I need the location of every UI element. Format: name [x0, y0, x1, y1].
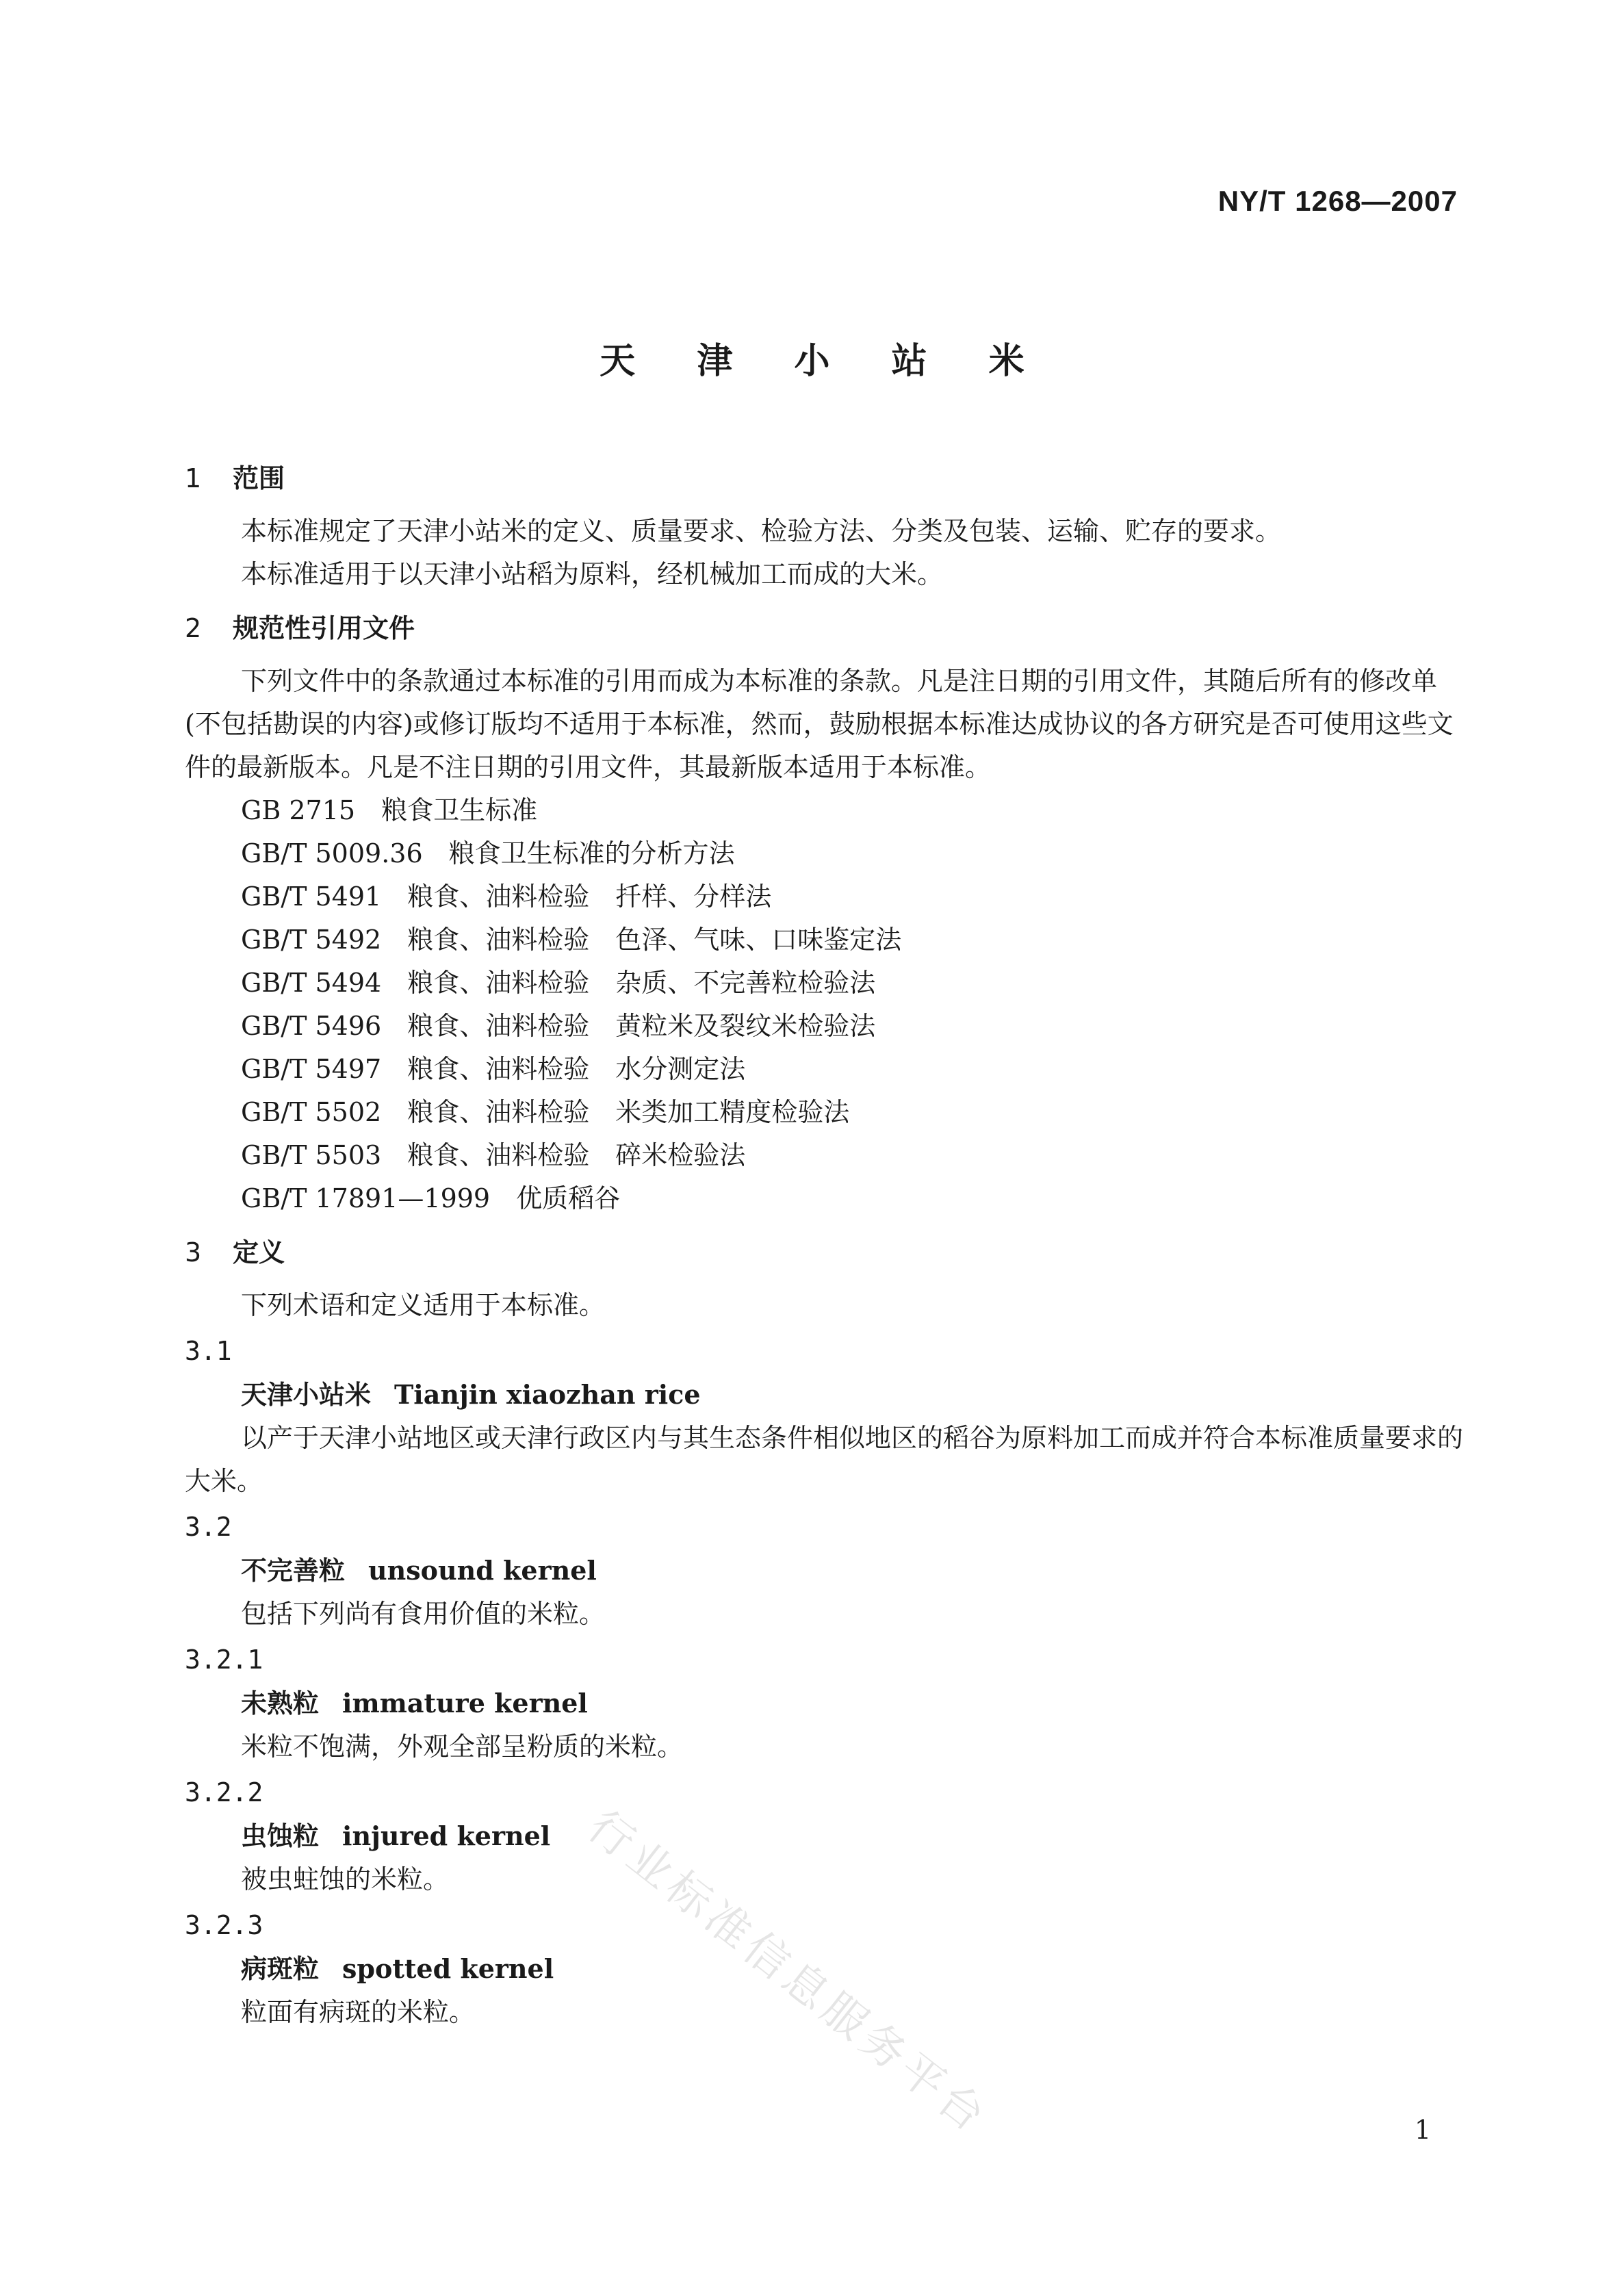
section-title: 定义 [233, 1237, 285, 1267]
clause-number: 3.2 [185, 1512, 232, 1542]
reference-name: 粮食、油料检验 黄粒米及裂纹米检验法 [407, 1011, 876, 1041]
term-zh: 病斑粒 [241, 1954, 320, 1984]
reference-name: 粮食、油料检验 米类加工精度检验法 [407, 1097, 850, 1127]
reference-name: 粮食、油料检验 杂质、不完善粒检验法 [407, 968, 876, 998]
term-zh: 不完善粒 [241, 1556, 346, 1586]
reference-item [185, 832, 1465, 875]
reference-code: GB/T 5503 [241, 1140, 382, 1170]
term-definition: 以产于天津小站地区或天津行政区内与其生态条件相似地区的稻谷为原料加工而成并符合本标准质量要求的大米。 [185, 1423, 1464, 1496]
clause-number: 3.2.1 [185, 1645, 263, 1675]
paragraph: 本标准适用于以天津小站稻为原料，经机械加工而成的大米。 [241, 559, 944, 589]
section-title: 范围 [233, 463, 285, 493]
section-title: 规范性引用文件 [233, 613, 415, 643]
term-en: immature kernel [342, 1688, 588, 1718]
term-heading [185, 1373, 1465, 1417]
term-zh: 未熟粒 [241, 1688, 320, 1718]
paragraph: 下列术语和定义适用于本标准。 [241, 1290, 606, 1320]
reference-name: 优质稻谷 [516, 1183, 621, 1213]
reference-item [185, 962, 1465, 1005]
reference-code: GB/T 5496 [241, 1011, 382, 1041]
document-body [185, 457, 1465, 2034]
reference-item [185, 1091, 1465, 1134]
reference-code: GB/T 5494 [241, 968, 382, 998]
reference-item [185, 1134, 1465, 1177]
reference-code: GB/T 5497 [241, 1054, 382, 1084]
paragraph: 下列文件中的条款通过本标准的引用而成为本标准的条款。凡是注日期的引用文件，其随后所有的修改单(不包括勘误的内容)或修订版均不适用于本标准，然而，鼓励根据本标准达成协议的各方研究是否可使用这些文件的最新版本。凡是不注日期的引用文件，其最新版本适用于本标准。 [185, 666, 1454, 782]
reference-code: GB/T 5502 [241, 1097, 382, 1127]
term-definition: 被虫蛀蚀的米粒。 [241, 1864, 450, 1894]
section-1-heading [185, 457, 1465, 500]
term-definition: 米粒不饱满，外观全部呈粉质的米粒。 [241, 1731, 684, 1762]
term-zh: 虫蚀粒 [241, 1821, 320, 1851]
section-number: 2 [185, 613, 202, 643]
reference-name: 粮食、油料检验 水分测定法 [407, 1054, 746, 1084]
reference-name: 粮食、油料检验 色泽、气味、口味鉴定法 [407, 925, 902, 955]
term-definition: 粒面有病斑的米粒。 [241, 1997, 476, 2027]
term-en: unsound kernel [368, 1555, 597, 1586]
term-en: injured kernel [342, 1820, 551, 1851]
reference-item [185, 1048, 1465, 1091]
term-en: spotted kernel [342, 1953, 554, 1984]
page-title: 天 津 小 站 米 [600, 341, 1049, 382]
term-heading [185, 1549, 1465, 1593]
term-zh: 天津小站米 [241, 1380, 372, 1410]
term-heading [185, 1814, 1465, 1858]
reference-code: GB 2715 [241, 795, 356, 825]
reference-name: 粮食、油料检验 碎米检验法 [407, 1140, 746, 1170]
reference-item [185, 1177, 1465, 1220]
section-number: 1 [185, 463, 202, 493]
reference-name: 粮食卫生标准 [381, 795, 538, 825]
page-number: 1 [1414, 2115, 1431, 2145]
clause-number: 3.2.3 [185, 1910, 263, 1940]
reference-name: 粮食卫生标准的分析方法 [448, 838, 735, 868]
reference-item [185, 875, 1465, 918]
reference-item [185, 1005, 1465, 1048]
term-definition: 包括下列尚有食用价值的米粒。 [241, 1599, 606, 1629]
document-code: NY/T 1268—2007 [1217, 185, 1458, 217]
clause-number: 3.1 [185, 1336, 232, 1366]
term-heading [185, 1682, 1465, 1725]
section-3-heading [185, 1231, 1465, 1274]
reference-code: GB/T 5009.36 [241, 838, 423, 868]
section-2-heading [185, 607, 1465, 650]
reference-code: GB/T 5491 [241, 881, 382, 912]
clause-number: 3.2.2 [185, 1777, 263, 1807]
reference-code: GB/T 5492 [241, 925, 382, 955]
reference-code: GB/T 17891—1999 [241, 1183, 491, 1213]
reference-item [185, 789, 1465, 832]
section-number: 3 [185, 1237, 202, 1267]
reference-item [185, 918, 1465, 962]
watermark: 行业标准信息服务平台 [578, 1801, 998, 2145]
reference-list [185, 789, 1465, 1220]
reference-name: 粮食、油料检验 扦样、分样法 [407, 881, 772, 912]
paragraph: 本标准规定了天津小站米的定义、质量要求、检验方法、分类及包装、运输、贮存的要求。 [241, 516, 1282, 546]
term-en: Tianjin xiaozhan rice [394, 1379, 701, 1410]
